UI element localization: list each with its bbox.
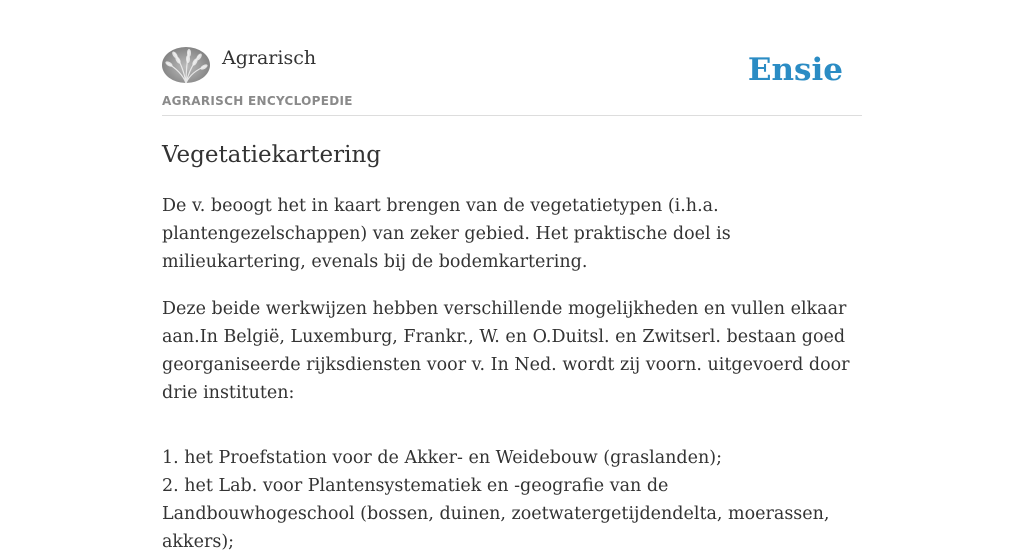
wheat-icon[interactable] bbox=[162, 47, 210, 83]
list-item: 2. het Lab. voor Plantensystematiek en -geografie van de Landbouwhogeschool (bossen, duinen, zoetwatergetijdendelta, moerassen, akkers); bbox=[162, 476, 830, 552]
article-title: Vegetatiekartering bbox=[162, 142, 381, 168]
brand-logo[interactable]: Ensie bbox=[747, 52, 843, 88]
institutes-list bbox=[162, 444, 862, 556]
article-body bbox=[162, 192, 862, 556]
paragraph: De v. beoogt het in kaart brengen van de vegetatietypen (i.h.a. plantengezelschappen) van zeker gebied. Het praktische doel is milieukartering, evenals bij de bodemkartering. bbox=[162, 196, 731, 272]
encyclopedia-label: AGRARISCH ENCYCLOPEDIE bbox=[162, 94, 353, 108]
header bbox=[162, 0, 862, 116]
list-item: 1. het Proefstation voor de Akker- en Weidebouw (graslanden); bbox=[162, 448, 722, 468]
page bbox=[162, 0, 862, 552]
site-name[interactable]: Agrarisch bbox=[222, 47, 317, 69]
paragraph: Deze beide werkwijzen hebben verschillende mogelijkheden en vullen elkaar aan.In België, Luxemburg, Frankr., W. en O.Duitsl. en Zwitserl. bestaan goed georganiseerde rijksdiensten voor v. In Ned. wordt zij voorn. uitgevoerd door drie instituten: bbox=[162, 299, 850, 403]
